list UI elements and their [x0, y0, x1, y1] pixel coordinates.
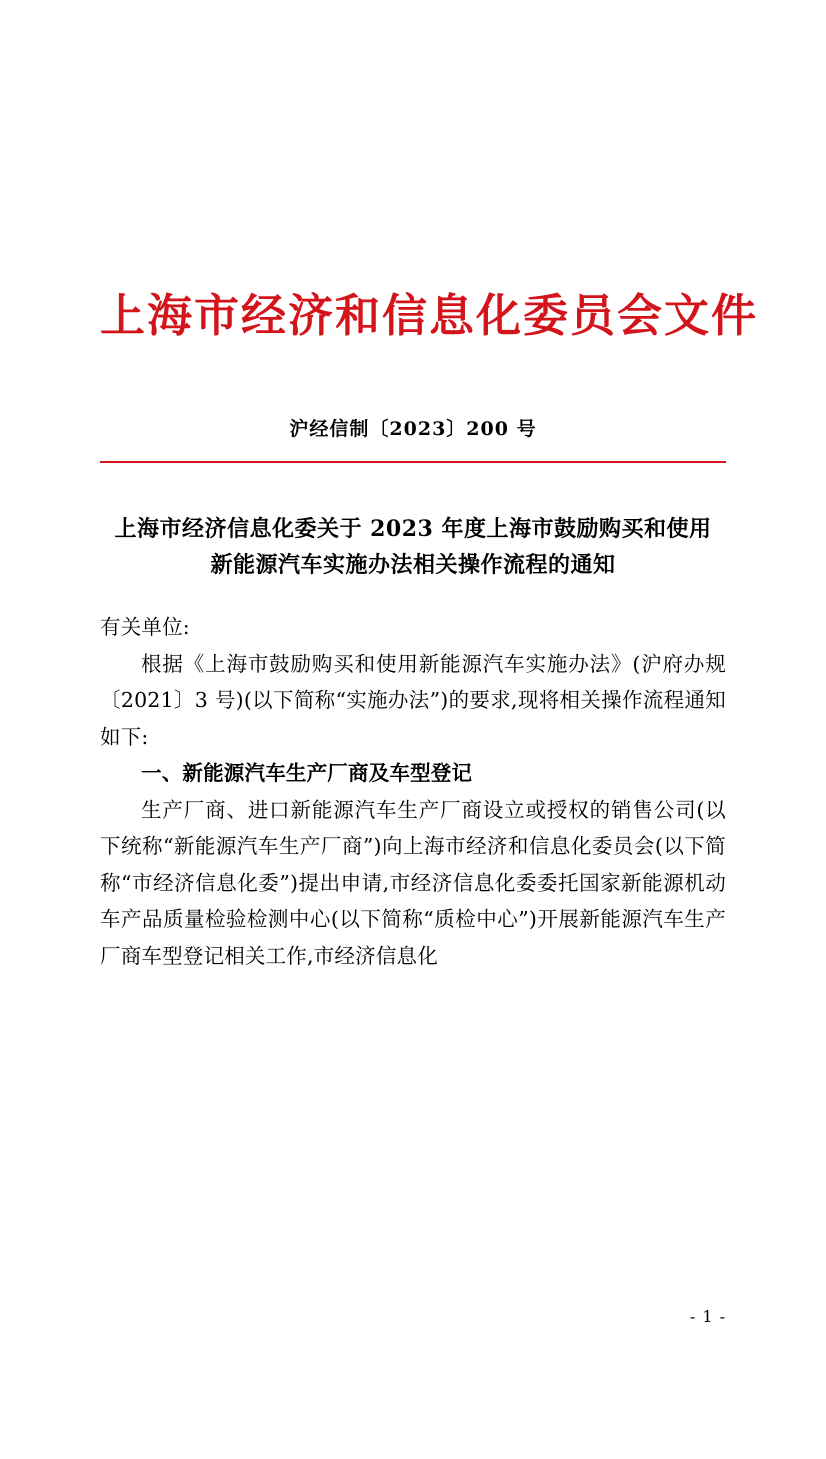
- page-number: - 1 -: [689, 1307, 726, 1326]
- document-body: [100, 609, 726, 974]
- salutation: 有关单位:: [100, 615, 190, 640]
- document-number: 沪经信制〔2023〕200 号: [289, 417, 537, 440]
- page-title-line-1: 上海市经济信息化委关于 2023 年度上海市鼓励购买和使用: [114, 515, 712, 542]
- masthead-title: 上海市经济和信息化委员会文件: [100, 289, 759, 342]
- page-title-line-2: 新能源汽车实施办法相关操作流程的通知: [210, 552, 616, 579]
- section-heading-1: 一、新能源汽车生产厂商及车型登记: [141, 761, 473, 786]
- page-title: [100, 511, 726, 584]
- document-page: [0, 290, 826, 1459]
- red-divider-rule: [100, 461, 726, 463]
- paragraph-intro: 根据《上海市鼓励购买和使用新能源汽车实施办法》(沪府办规〔2021〕3 号)(以下简称“实施办法”)的要求,现将相关操作流程通知如下:: [100, 651, 726, 749]
- masthead: [100, 289, 759, 342]
- paragraph-section-1-body: 生产厂商、进口新能源汽车生产厂商设立或授权的销售公司(以下统称“新能源汽车生产厂商”)向上海市经济和信息化委员会(以下简称“市经济信息化委”)提出申请,市经济信息化委委托国家新能源机动车产品质量检验检测中心(以下简称“质检中心”)开展新能源汽车生产厂商车型登记相关工作,市经济信息化: [100, 797, 726, 968]
